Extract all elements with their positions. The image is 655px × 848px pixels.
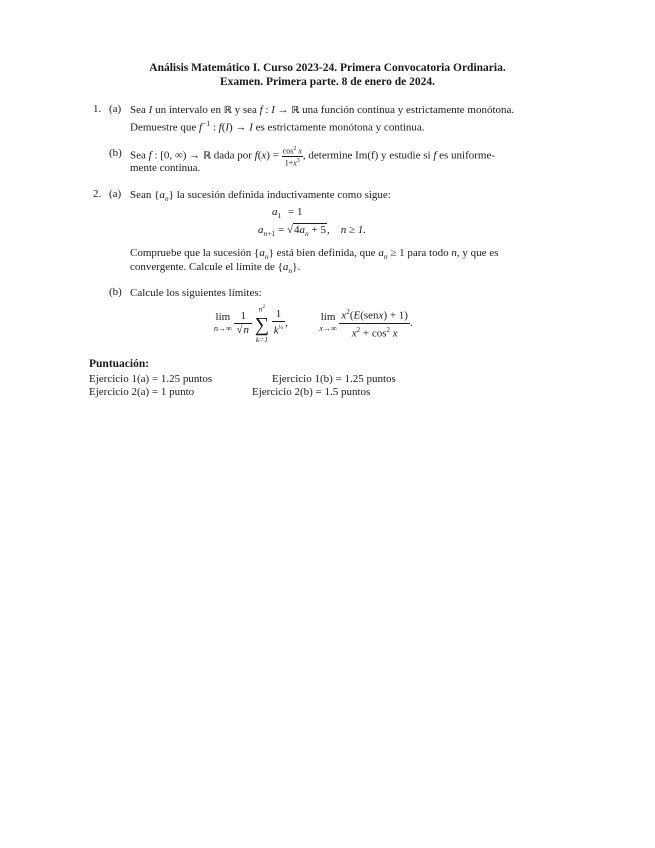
problem-1b-label: (b) [109,147,122,159]
recurrence-a1: $a_1 = 1$ [272,206,303,221]
scoring-heading: Puntuación: [89,358,150,370]
score-1b: Ejercicio 1(b) = 1.25 puntos [272,373,396,385]
problem-2b-label: (b) [109,286,122,298]
limit-1-operator: lím n→∞ [214,311,232,334]
exam-title-line-1: Análisis Matemático I. Curso 2023-24. Primera Convocatoria Ordinaria. [149,62,506,74]
problem-1a-label: (a) [109,103,122,115]
problem-1b-line-2: mente continua. [130,162,201,174]
summation: $n^2$ ∑ k=1 [254,304,270,344]
one-over-sqrt-n: $\frac{1}{√n}$ [234,310,252,337]
problem-1a-line-2: Demuestre que $f^{-1}$ : f(I) → I es estrictamente monótona y continua. [130,119,425,134]
fraction-x2-E-sen: $x^2(E(senx) + 1)$ $x^2 + \cos^2 x$ [341,308,408,340]
score-2a: Ejercicio 2(a) = 1 punto [89,386,195,398]
score-2b: Ejercicio 2(b) = 1.5 puntos [252,386,371,398]
score-1a: Ejercicio 1(a) = 1.25 puntos [89,373,213,385]
problem-2a-line-3: convergente. Calcule el límite de $\{a_n\}$. [130,261,301,276]
recurrence-an1: $a_{n+1} = √4a_n + 5$, n ≥ 1. [258,224,366,239]
problem-2-number: 2. [93,188,102,200]
limit-2-operator: lím x→∞ [319,311,337,334]
exam-title-line-2: Examen. Primera parte. 8 de enero de 2024. [219,76,436,88]
problem-1-number: 1. [93,103,102,115]
problem-2a-line-1: Sean $\{a_n\}$ la sucesión definida inductivamente como sigue: [130,189,391,204]
problem-2a-line-2: Compruebe que la sucesión $\{a_n\}$ está bien definida, que $a_n \ge 1$ para todo n, y que es [130,247,499,262]
problem-2a-label: (a) [109,188,122,200]
one-over-k-quarter: $\frac{1}{k^{\frac{1}{4}}}$ [273,308,284,338]
limits-formula: lím n→∞ $\frac{1}{√n}$ $n^2$ ∑ k=1 $\frac{1}{k^{\frac{1}{4}}}$ , lím x→∞ $x^2(E(senx) + 1)$ $x^2 + \cos^2 x$ . [214,304,413,344]
fraction-cos-over-1plus-x3: $\frac{\cos^2 x}{1+x^3}$ [282,146,302,168]
problem-1b-line-1: Sea f : [0, ∞) → ℝ dada por f(x) = $\frac{\cos^2 x}{1+x^3}$ , determine Im(f) y estudie si f es uniforme- [130,146,496,168]
problem-1a-line-1: Sea I un intervalo en ℝ y sea f : I → ℝ una función continua y estrictamente monótona. [130,104,515,116]
problem-2b-line-1: Calcule los siguientes límites: [130,287,262,299]
